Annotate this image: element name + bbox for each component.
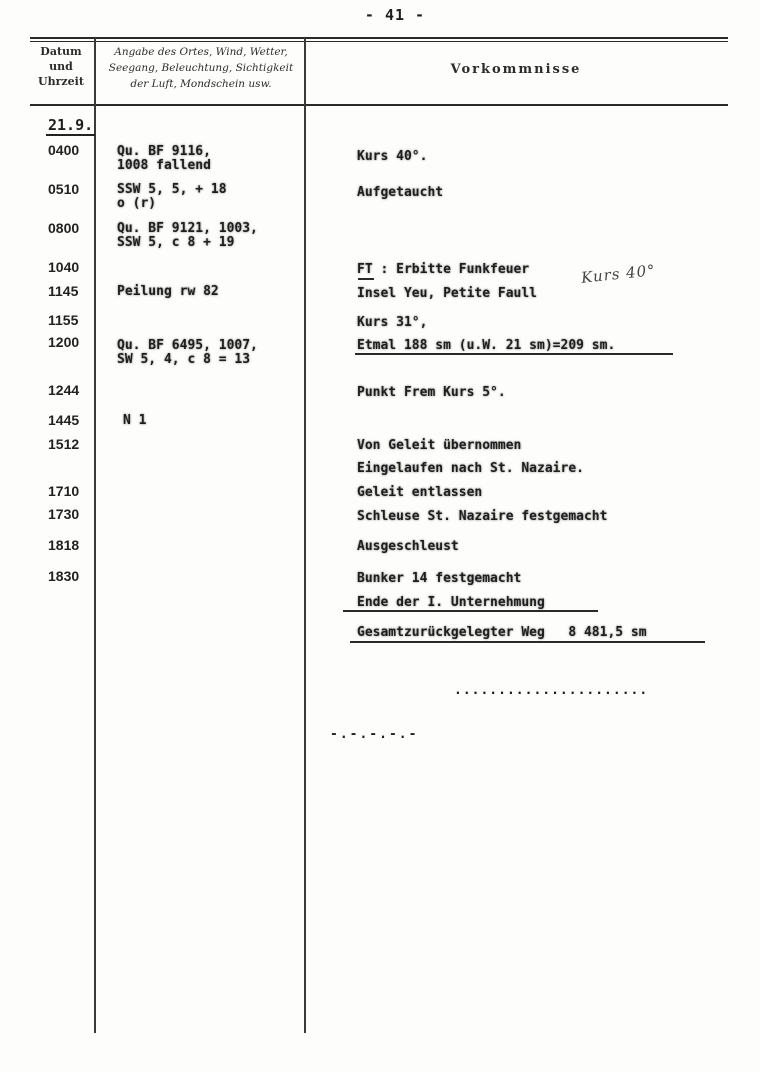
header-date-line: und bbox=[49, 60, 73, 73]
entry-time: 1040 bbox=[48, 259, 80, 275]
entry-time: 1818 bbox=[48, 537, 80, 553]
event-text: Kurs 40°. bbox=[357, 149, 428, 164]
entry-time: 0510 bbox=[48, 181, 80, 197]
event-text: Etmal 188 sm (u.W. 21 sm)=209 sm. bbox=[357, 338, 616, 353]
closing-dots: ...................... bbox=[454, 683, 649, 698]
underline bbox=[350, 641, 705, 643]
place-line: SSW 5, c 8 + 19 bbox=[117, 235, 235, 250]
event-text: Gesamtzurückgelegter Weg 8 481,5 sm bbox=[357, 625, 647, 640]
page-number: - 41 - bbox=[364, 6, 426, 24]
closing-dashes: -.-.-.-.- bbox=[330, 727, 419, 742]
underline bbox=[355, 353, 673, 355]
place-line: N 1 bbox=[123, 413, 147, 428]
event-text: Ende der I. Unternehmung bbox=[357, 595, 545, 610]
entry-time: 1200 bbox=[48, 334, 80, 350]
entry-time: 1445 bbox=[48, 412, 80, 428]
header-date-line: Datum bbox=[40, 45, 82, 58]
column-divider-date bbox=[94, 38, 96, 1033]
event-text: Ausgeschleust bbox=[357, 539, 459, 554]
place-line: Qu. BF 9116, bbox=[117, 144, 211, 159]
event-text: Eingelaufen nach St. Nazaire. bbox=[357, 461, 584, 476]
header-place-line: Seegang, Beleuchtung, Sichtigkeit bbox=[108, 62, 294, 74]
column-divider-place bbox=[304, 38, 306, 1033]
event-text: FT : Erbitte Funkfeuer bbox=[357, 262, 530, 277]
entry-time: 1244 bbox=[48, 382, 80, 398]
place-line: 1008 fallend bbox=[117, 158, 211, 173]
entry-date: 21.9. bbox=[48, 116, 94, 134]
event-text: Von Geleit übernommen bbox=[357, 438, 522, 453]
event-text: Schleuse St. Nazaire festgemacht bbox=[357, 509, 608, 524]
place-line: Qu. BF 9121, 1003, bbox=[117, 221, 258, 236]
event-text: Insel Yeu, Petite Faull bbox=[357, 286, 538, 301]
place-line: Peilung rw 82 bbox=[117, 284, 219, 299]
entry-time: 1155 bbox=[48, 312, 79, 328]
event-text: Kurs 31°, bbox=[357, 315, 428, 330]
event-text: Geleit entlassen bbox=[357, 485, 483, 500]
entry-time: 1830 bbox=[48, 568, 80, 584]
event-text: Bunker 14 festgemacht bbox=[357, 571, 522, 586]
entry-time: 1145 bbox=[48, 283, 79, 299]
header-place-line: Angabe des Ortes, Wind, Wetter, bbox=[114, 46, 288, 58]
header-place-line: der Luft, Mondschein usw. bbox=[130, 78, 272, 90]
header-place-column bbox=[97, 44, 305, 92]
place-line: o (r) bbox=[117, 196, 157, 211]
header-date-column bbox=[32, 44, 90, 89]
place-line: SW 5, 4, c 8 = 13 bbox=[117, 352, 251, 367]
entry-time: 1710 bbox=[48, 483, 80, 499]
entry-time: 0800 bbox=[48, 220, 80, 236]
underline bbox=[358, 278, 374, 280]
top-rule bbox=[30, 37, 728, 39]
entry-time: 0400 bbox=[48, 142, 80, 158]
header-date-line: Uhrzeit bbox=[38, 75, 84, 88]
underline bbox=[343, 610, 598, 612]
event-text: Aufgetaucht bbox=[357, 185, 444, 200]
top-rule-inner bbox=[30, 41, 728, 42]
header-bottom-rule bbox=[30, 104, 728, 106]
place-line: Qu. BF 6495, 1007, bbox=[117, 338, 258, 353]
entry-time: 1730 bbox=[48, 506, 80, 522]
event-text: Punkt Frem Kurs 5°. bbox=[357, 385, 506, 400]
handwritten-note: Kurs 40° bbox=[580, 261, 657, 287]
entry-time: 1512 bbox=[48, 436, 80, 452]
header-events-column: Vorkommnisse bbox=[450, 62, 582, 77]
place-line: SSW 5, 5, + 18 bbox=[117, 182, 227, 197]
